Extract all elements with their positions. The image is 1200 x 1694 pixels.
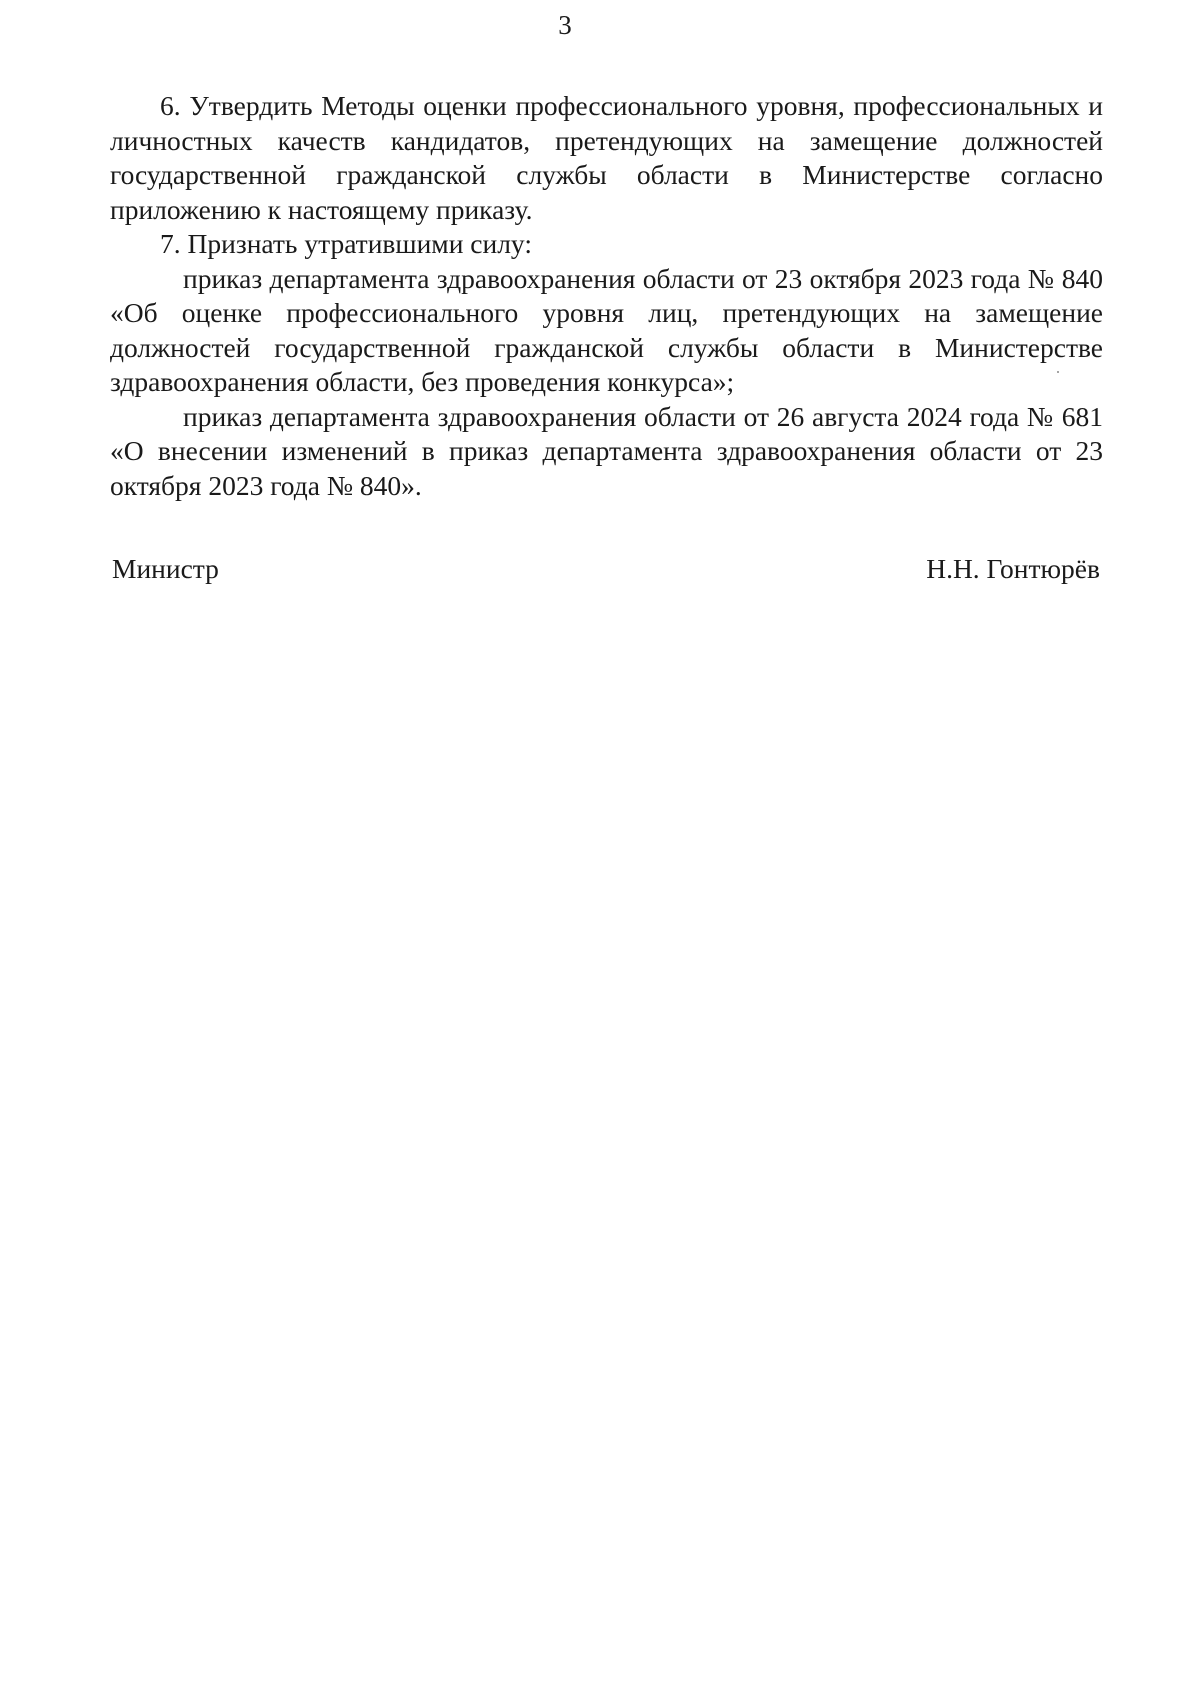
paragraph-item-7: 7. Признать утратившими силу: [160,228,532,259]
repealed-order-840: приказ департамента здравоохранения области от 23 октября 2023 года № 840 «Об оценке профессионального уровня лиц, претендующих на замещение должностей государственной гражданской службы области в Министерстве здравоохранения области, без проведения конкурса»; [110,262,1103,397]
scan-speck [1057,371,1059,373]
signatory-position: Министр [112,553,219,584]
repealed-order-681: приказ департамента здравоохранения области от 26 августа 2024 года № 681 «О внесении изменений в приказ департамента здравоохранения области от 23 октября 2023 года № 840». [110,400,1103,501]
paragraph-item-6: 6. Утвердить Методы оценки профессионального уровня, профессиональных и личностных качеств кандидатов, претендующих на замещение должностей государственной гражданской службы области в Министерстве согласно приложению к настоящему приказу. [110,90,1103,225]
page-number: 3 [558,10,572,40]
document-body [110,89,1103,503]
signatory-name: Н.Н. Гонтюрёв [926,553,1100,584]
